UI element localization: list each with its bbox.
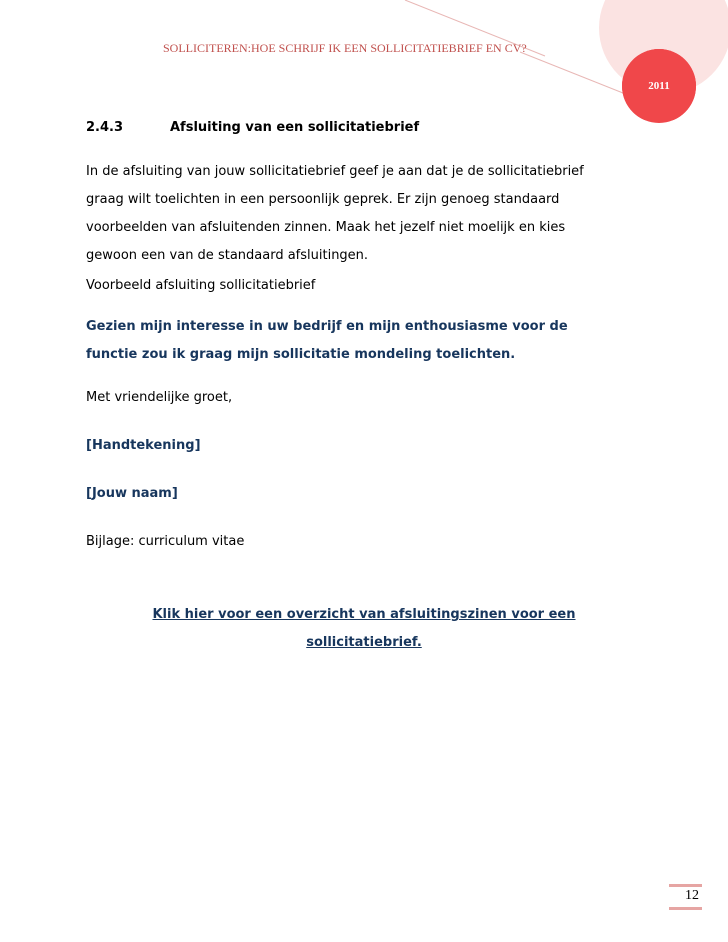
closing-sentences-link-continuation[interactable]: sollicitatiebrief. (306, 635, 422, 650)
example-closing-sentence (86, 313, 568, 369)
page-number: 12 (685, 888, 699, 903)
example-line: functie zou ik graag mijn sollicitatie mondeling toelichten. (86, 347, 516, 362)
section-number: 2.4.3 (86, 120, 124, 135)
document-header-title: SOLLICITEREN:HOE SCHRIJF IK EEN SOLLICITATIEBRIEF EN CV? (163, 41, 527, 55)
intro-line: graag wilt toelichten in een persoonlijk geprek. Er zijn genoeg standaard (86, 192, 560, 207)
section-heading (86, 120, 419, 135)
year-badge: 2011 (622, 49, 696, 123)
intro-paragraph (86, 158, 666, 270)
intro-line: voorbeelden van afsluitenden zinnen. Maak het jezelf niet moelijk en kies (86, 220, 566, 235)
example-label: Voorbeeld afsluiting sollicitatiebrief (86, 278, 316, 293)
signature-placeholder: [Handtekening] (86, 438, 201, 453)
section-title: Afsluiting van een sollicitatiebrief (170, 120, 420, 135)
greeting: Met vriendelijke groet, (86, 390, 233, 405)
name-placeholder: [Jouw naam] (86, 486, 178, 501)
example-line: Gezien mijn interesse in uw bedrijf en mijn enthousiasme voor de (86, 319, 568, 334)
intro-line: In de afsluiting van jouw sollicitatiebrief geef je aan dat je de sollicitatiebrief (86, 164, 584, 179)
page-number-box (669, 884, 702, 910)
page-number-rule-top (669, 884, 702, 887)
header-decoration (0, 0, 728, 120)
intro-line: gewoon een van de standaard afsluitingen. (86, 248, 369, 263)
closing-sentences-link[interactable]: Klik hier voor een overzicht van afsluitingszinen voor een (152, 607, 576, 622)
page-number-rule-bottom (669, 907, 702, 910)
attachment-note: Bijlage: curriculum vitae (86, 534, 245, 549)
